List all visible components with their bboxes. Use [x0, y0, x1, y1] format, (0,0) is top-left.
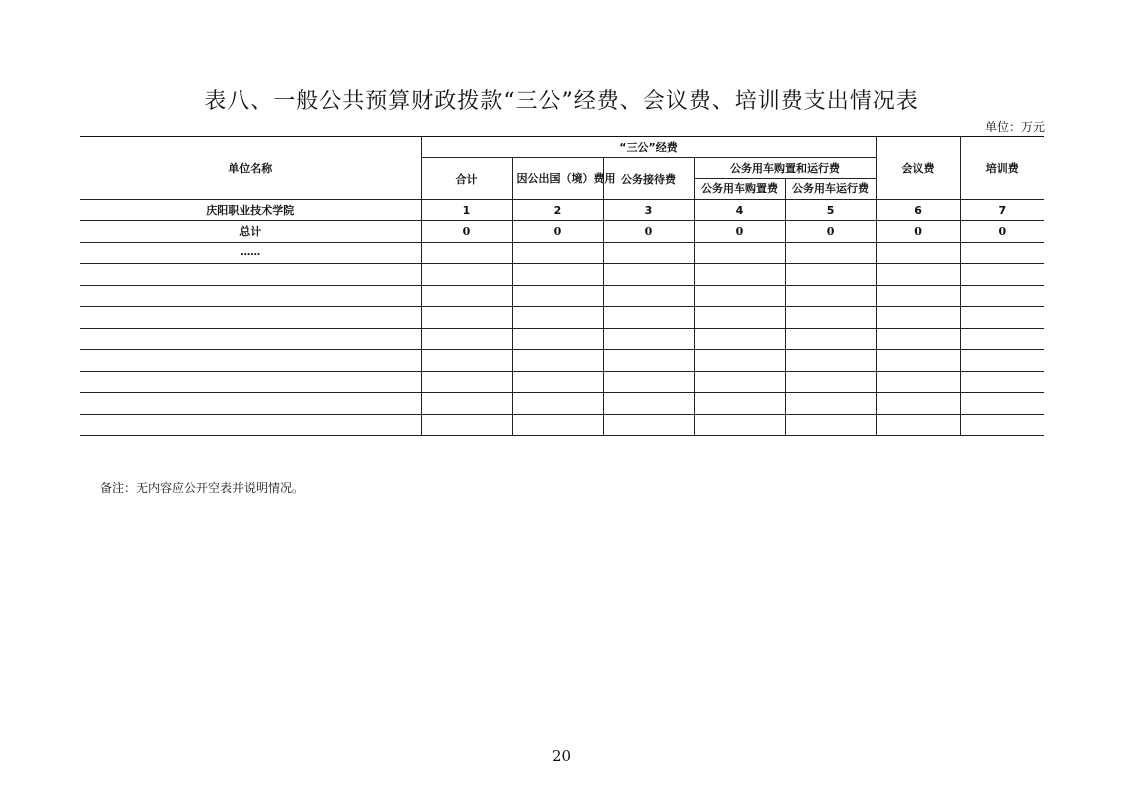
table-title: 表八、一般公共预算财政拨款“三公”经费、会议费、培训费支出情况表 — [204, 89, 919, 114]
total-cell: 0 — [512, 221, 603, 243]
index-num: 1 — [421, 200, 512, 221]
page-number: 20 — [551, 747, 572, 765]
header-vehicle-group: 公务用车购置和运行费 — [694, 158, 876, 179]
unit-label: 单位：万元 — [984, 120, 1045, 134]
header-total: 合计 — [421, 158, 512, 200]
header-meeting: 会议费 — [876, 137, 960, 200]
index-num: 2 — [512, 200, 603, 221]
ellipsis-row-label: …… — [80, 242, 421, 264]
index-num: 4 — [694, 200, 785, 221]
header-reception: 公务接待费 — [603, 158, 694, 200]
empty-row — [80, 393, 1044, 415]
header-vehicle-operation: 公务用车运行费 — [785, 179, 876, 200]
empty-row — [80, 328, 1044, 350]
empty-row — [80, 307, 1044, 329]
total-cell: 0 — [876, 221, 960, 243]
total-cell: 0 — [960, 221, 1044, 243]
total-row-label: 总计 — [80, 221, 421, 243]
footnote: 备注：无内容应公开空表并说明情况。 — [100, 481, 305, 495]
empty-row — [80, 264, 1044, 286]
empty-row — [80, 371, 1044, 393]
empty-row — [80, 350, 1044, 372]
total-cell: 0 — [785, 221, 876, 243]
empty-cell — [421, 242, 512, 264]
empty-cell — [785, 242, 876, 264]
empty-cell — [960, 242, 1044, 264]
index-num: 7 — [960, 200, 1044, 221]
empty-cell — [512, 242, 603, 264]
expense-table — [80, 136, 1044, 436]
header-three-public: “三公”经费 — [421, 137, 876, 158]
index-num: 5 — [785, 200, 876, 221]
index-row-name: 庆阳职业技术学院 — [80, 200, 421, 221]
header-abroad: 因公出国（境）费用 — [512, 158, 603, 200]
index-num: 6 — [876, 200, 960, 221]
index-num: 3 — [603, 200, 694, 221]
empty-cell — [876, 242, 960, 264]
header-training: 培训费 — [960, 137, 1044, 200]
empty-row — [80, 414, 1044, 436]
total-cell: 0 — [694, 221, 785, 243]
empty-row — [80, 285, 1044, 307]
empty-cell — [603, 242, 694, 264]
empty-cell — [694, 242, 785, 264]
total-cell: 0 — [603, 221, 694, 243]
total-cell: 0 — [421, 221, 512, 243]
header-unit-name: 单位名称 — [80, 137, 421, 200]
header-vehicle-purchase: 公务用车购置费 — [694, 179, 785, 200]
